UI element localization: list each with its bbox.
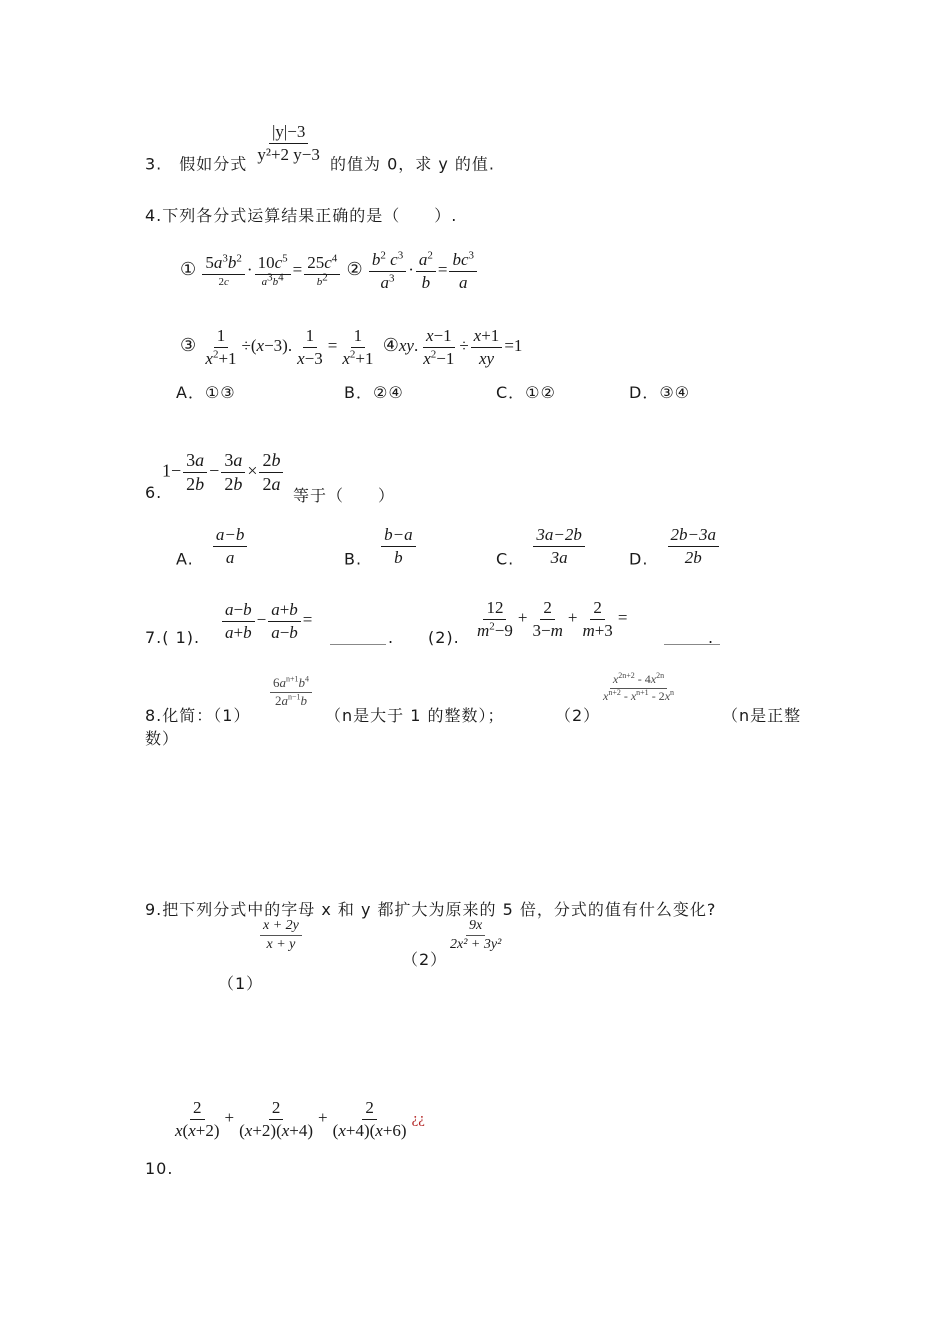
q6-option-a-den: a [225,547,235,567]
q4-frac-2a: $\frac{b^2 c^3}{a^3}$ [369,250,406,292]
q4-frac-4b: $\frac{x+1}{xy}$ [471,326,503,368]
q4-frac-1c: $\frac{25c^4}{b2}$ [304,253,340,288]
q4-stem: 4.下列各分式运算结果正确的是（ ）. [145,206,458,225]
q6-option-d-frac [668,525,719,567]
q6-frac-2: $\frac{3a}{2b}$ [221,450,245,494]
q4-row2: ③ $\frac{1}{x^2+1}$ ÷(x−3). $\frac{1}{x-3}$ = $\frac{1}{x^2+1}$ ④xy. $\frac{x-1}{x^2-1}$ ÷ $\frac{x+1}{xy}$ =1 [180,326,523,368]
q9-sub1-label: （1） [218,974,264,993]
q7-frac-1a: $\frac{a-b}{a+b}$ [222,600,255,642]
q8-frac-2 [598,673,679,704]
q7-frac-2a: $\frac{12}{m^2-9}$ [477,598,513,640]
q3-denominator: y²+2 y−3 [257,144,320,164]
q4-marker-4: ④ [382,334,399,355]
q10-number: 10. [145,1159,174,1178]
q6-option-c-label: C. [496,549,515,569]
q6-option-d-den: 2b [684,547,702,567]
q6-option-c [496,525,587,569]
q6-option-d [629,525,721,569]
q7-dot-1: . [388,628,395,647]
q4-option-a: A．①③ [176,383,236,402]
q6-option-c-den: 3a [550,547,568,567]
q4-frac-3b: $\frac{1}{x-3}$ [297,326,323,368]
q6-option-c-num: 3a−2b [533,525,584,547]
q10-frac-1: $\frac{2}{x(x+2)}$ [175,1098,220,1140]
q4-frac-4a: $\frac{x-1}{x^2-1}$ [423,326,455,368]
q7-label-1: 7.( 1). [145,628,201,647]
q7-frac-2b: $\frac{2}{3-m}$ [532,598,563,640]
q7-dot-2: . [708,628,715,647]
q6-option-b-den: b [394,547,403,567]
q4-option-d: D．③④ [629,383,691,402]
q3-suffix: 的值为 0，求 y 的值. [330,154,495,174]
q6-option-b-num: b−a [381,525,415,547]
q9-stem: 9.把下列分式中的字母 x 和 y 都扩大为原来的 5 倍，分式的值有什么变化? [145,900,717,919]
q8-frac-1-body: $\frac{6a^{n+1}b^4}{2a^{n-1}b}$ [270,676,312,709]
q7-frac-1b: $\frac{a+b}{a-b}$ [268,600,301,642]
q6-frac-1: $\frac{3a}{2b}$ [183,450,207,494]
q6-option-a [176,525,249,569]
q7-expr-1: $\frac{a-b}{a+b}$ − $\frac{a+b}{a-b}$ = [220,600,312,642]
q6-option-b-label: B. [344,549,363,569]
q3-fraction [254,122,323,164]
q10-garbled-glyphs: ¿¿ [411,1110,425,1127]
q6-expression: 1− $\frac{3a}{2b}$ − $\frac{3a}{2b}$ × $\frac{2b}{2a}$ [162,450,285,494]
q4-frac-3c: $\frac{1}{x^2+1}$ [342,326,374,368]
q8-note-2: （n是正整 [722,706,802,725]
q10-frac-3: $\frac{2}{(x+4)(x+6)}$ [332,1098,407,1140]
q4-marker-1: ① [180,258,197,279]
q4-marker-3: ③ [180,334,197,355]
q6-option-b-frac [381,525,415,567]
q7-expr-2: $\frac{12}{m^2-9}$ + $\frac{2}{3-m}$ + $\frac{2}{m+3}$ = [472,598,627,640]
q4-frac-2b: $\frac{a^2}{b}$ [416,250,436,292]
q6-option-c-frac [533,525,584,567]
q7-answer-blank-1[interactable] [330,630,386,645]
q4-option-b: B．②④ [344,383,404,402]
q9-sub1-frac-body [260,918,302,953]
q8-note-2-cont: 数） [145,729,180,748]
q9-sub2-label: （2） [402,950,448,969]
q6-suffix: 等于（ ） [293,486,396,505]
q10-expression: $\frac{2}{x(x+2)}$ + $\frac{2}{(x+2)(x+4)}$ + $\frac{2}{(x+4)(x+6)}$ ¿¿ [170,1098,425,1140]
q8-note-1: （n是大于 1 的整数）； [325,706,505,725]
q6-option-a-label: A. [176,549,194,569]
q6-number: 6. [145,483,163,502]
q9-sub2-den: 2x² + 3y² [450,937,502,953]
q4-frac-1a: $\frac{5a^3b^2}{2c}$ [202,253,245,288]
q9-sub2-num: 9x [466,918,485,936]
q6-frac-3: $\frac{2b}{2a}$ [259,450,283,494]
q6-option-d-num: 2b−3a [668,525,719,547]
q7-frac-2c: $\frac{2}{m+3}$ [582,598,613,640]
q8-label: 8.化简：（1） [145,706,251,725]
q10-frac-2: $\frac{2}{(x+2)(x+4)}$ [239,1098,314,1140]
q4-frac-2c: $\frac{bc^3}{a}$ [449,250,477,292]
q8-frac-2-body: $\frac{x^{2n+2} - 4x^{2n}}{x^{n+2} - x^{n+1} - 2x^n}$ [603,671,675,703]
q4-option-c: C．①② [496,383,556,402]
q9-sub1-den: x + y [266,937,296,953]
q3 [145,122,495,175]
q8-frac-1 [268,676,314,709]
q9-sub1-num: x + 2y [260,918,302,936]
q4-marker-2: ② [346,258,363,279]
q3-prefix: 3. 假如分式 [145,154,248,174]
q6-option-a-num: a−b [213,525,247,547]
q4-frac-1b: $\frac{10c^5}{a3b4}$ [255,253,291,288]
q7-label-2: (2). [428,628,460,647]
q6-option-b [344,525,418,569]
q9-sub2-frac-body [447,918,504,953]
q8-label-2: （2） [555,706,601,725]
q4-frac-3a: $\frac{1}{x^2+1}$ [205,326,237,368]
q4-row1: ① $\frac{5a^3b^2}{2c}$ · $\frac{10c^5}{a3b4}$ = $\frac{25c^4}{b2}$ ② $\frac{b^2 c^3}{a^3}$ · $\frac{a^2}{b}$ = $\frac{bc^3}{a}$ [180,250,479,292]
q6-option-d-label: D. [629,549,649,569]
q9-sub1-frac [258,918,304,953]
q6-option-a-frac [213,525,247,567]
q3-numerator: |y|−3 [269,122,308,144]
q9-sub2-frac [445,918,506,953]
